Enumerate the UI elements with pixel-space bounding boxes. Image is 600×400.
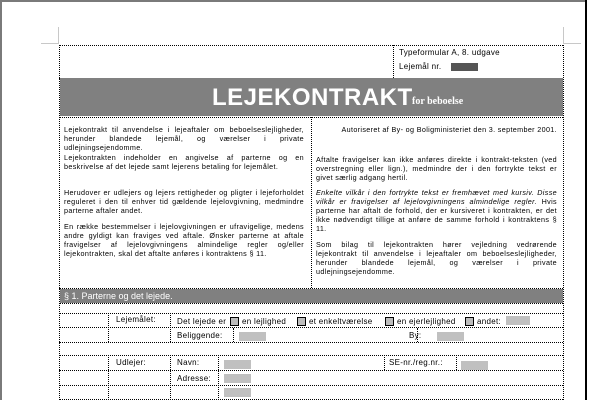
crop-mark (41, 43, 59, 44)
row-border (59, 342, 563, 343)
info-paragraph: Som bilag til lejekontrakten hører vejledning vedrørende lejekontrakt til anvendelse i lejeaftaler om beboelseslejligheder, herunder blandede lejemål, og værelser i private udlejningsejendomme. (316, 240, 557, 276)
info-paragraph: Aftalte fravigelser kan ikke anføres direkte i kontrakt-teksten (ved overstregning eller lign.), medmindre der i den fortrykte tekst er givet særlig adgang hertil. (316, 155, 557, 182)
intro-paragraph: En række bestemmelser i lejelovgivningen er ufravigelige, medens andre gyldigt kan fraviges ved aftale. Ønsker parterne at aftale fravigelser af lejelovgivningens almindelige regler og/eller lejekontrakten, skal det aftalte anføres i kontraktens § 11. (64, 222, 304, 258)
italic-text: Enkelte vilkår i den fortrykte tekst er fremhævet med kursiv. Disse vilkår er fravigelser af lejelovgivningens almindelige regler. (316, 188, 557, 206)
row-border (59, 313, 563, 314)
intro-paragraph: Herudover er udlejers og lejers rettigheder og pligter i lejeforholdet reguleret i den til enhver tid gældende lejelovgivning, medmindre parterne aftaler andet. (64, 188, 304, 215)
udlejer-navn-field[interactable] (224, 360, 251, 369)
by-field[interactable] (437, 332, 464, 341)
row-border (59, 355, 563, 356)
andet-field[interactable] (506, 316, 530, 325)
authorization-note: Autoriseret af By- og Boligministeriet den 3. september 2001. (341, 125, 557, 134)
option-enkeltvaerelse: et enkeltværelse (309, 317, 373, 326)
col-border (108, 313, 109, 342)
checkbox-enkeltvaerelse[interactable] (297, 317, 306, 326)
cell-border (393, 45, 394, 78)
checkbox-ejerlejlighed[interactable] (385, 317, 394, 326)
by-label: By: (409, 331, 422, 340)
udlejer-adresse2-field[interactable] (224, 388, 251, 397)
adresse-label: Adresse: (177, 374, 211, 383)
checkbox-andet[interactable] (465, 317, 474, 326)
row-border (59, 327, 563, 328)
info-paragraph-italic (316, 188, 557, 233)
col-border (170, 355, 171, 400)
crop-mark (563, 27, 564, 44)
page-margin (585, 0, 600, 400)
checkbox-lejlighed[interactable] (230, 317, 239, 326)
window-edge (585, 0, 587, 400)
se-nr-field[interactable] (461, 361, 488, 370)
row-border (59, 370, 563, 371)
crop-mark (563, 43, 581, 44)
column-divider (311, 117, 312, 288)
option-lejlighed: en lejlighed (242, 317, 287, 326)
col-border (233, 328, 234, 342)
crop-mark (58, 27, 59, 44)
row-border (59, 385, 563, 386)
beliggende-label: Beliggende: (177, 331, 223, 340)
option-ejerlejlighed: en ejerlejlighed (397, 317, 456, 326)
table-border (563, 45, 564, 400)
option-andet: andet: (477, 317, 502, 326)
se-nr-label: SE-nr./reg.nr.: (389, 358, 443, 367)
document-title: LEJEKONTRAKT (212, 84, 413, 111)
det-lejede-er-label: Det lejede er (177, 317, 227, 326)
lejemaalet-label: Lejemålet: (116, 315, 156, 324)
col-border (218, 355, 219, 400)
section-title: § 1. Parterne og det lejede. (64, 291, 173, 301)
form-type-label: Typeformular A, 8. udgave (399, 48, 500, 57)
unit-number-field[interactable] (451, 63, 478, 71)
col-border (170, 313, 171, 342)
col-border (456, 355, 457, 370)
beliggende-field[interactable] (239, 332, 266, 341)
normal-text: Hvis parterne har aftalt de forhold, der er kursiveret i kontrakten, er det ikke nødvendigt tillige at anføre de samme forhold i kontraktens § 11. (316, 197, 557, 233)
document-subtitle: for beboelse (412, 96, 464, 107)
cell-border (59, 303, 563, 304)
unit-number-label: Lejemål nr. (399, 62, 442, 71)
udlejer-label: Udlejer: (116, 358, 146, 367)
udlejer-adresse-field[interactable] (224, 374, 251, 383)
col-border (108, 355, 109, 400)
intro-paragraph: Lejekontrakt til anvendelse i lejeaftaler om beboelseslejligheder, herunder blandede lejemål, og værelser i private udlejningsejendomme. (64, 125, 304, 152)
table-border (59, 45, 563, 46)
navn-label: Navn: (177, 358, 200, 367)
col-border (384, 355, 385, 370)
intro-paragraph: Lejekontrakten indeholder en angivelse af parterne og en beskrivelse af det lejede samt lejerens betaling for lejemålet. (64, 153, 304, 171)
